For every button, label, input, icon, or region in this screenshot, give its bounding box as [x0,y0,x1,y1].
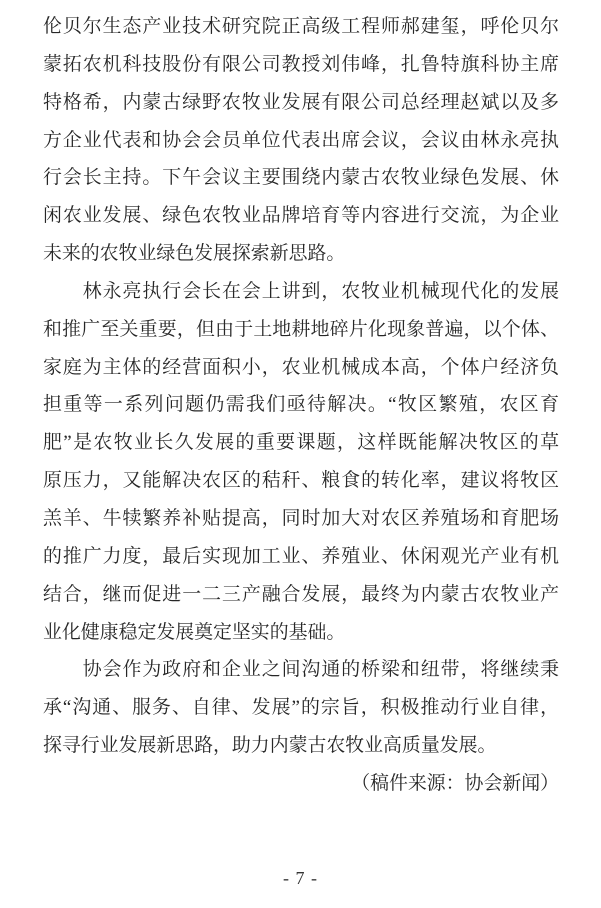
text-line: 结合，继而促进一二三产融合发展，最终为内蒙古农牧业产 [43,583,559,605]
text-line: 承“沟通、服务、自律、发展”的宗旨，积极推动行业自律， [43,697,559,719]
text-line: 原压力，又能解决农区的秸秆、粮食的转化率，建议将牧区 [43,470,559,492]
text-line: 林永亮执行会长在会上讲到，农牧业机械现代化的发展 [43,280,559,302]
text-line: 伦贝尔生态产业技术研究院正高级工程师郝建玺，呼伦贝尔 [43,16,559,37]
paragraph-3 [43,651,559,765]
text-line: 肥”是农牧业长久发展的重要课题，这样既能解决牧区的草 [43,432,559,454]
text-line: 业化健康稳定发展奠定坚实的基础。 [43,621,346,643]
text-line: 羔羊、牛犊繁养补贴提高，同时加大对农区养殖场和育肥场 [43,507,559,529]
source-attribution: （稿件来源：协会新闻） [351,772,559,794]
text-line: 方企业代表和协会会员单位代表出席会议，会议由林永亮执 [43,129,559,151]
paragraph-1 [43,8,559,273]
text-line: 的推广力度，最后实现加工业、养殖业、休闲观光产业有机 [43,545,559,567]
paragraphs-container [43,8,559,765]
text-line: 协会作为政府和企业之间沟通的桥梁和纽带，将继续秉 [43,659,559,681]
text-line: 和推广至关重要，但由于土地耕地碎片化现象普遍，以个体、 [43,318,559,340]
text-line: 闲农业发展、绿色农牧业品牌培育等内容进行交流，为企业 [43,205,559,227]
text-line: 蒙拓农机科技股份有限公司教授刘伟峰，扎鲁特旗科协主席 [43,53,559,75]
text-line: 担重等一系列问题仍需我们亟待解决。“牧区繁殖，农区育 [43,394,559,416]
page-number: - 7 - [283,868,318,888]
text-line: 特格希，内蒙古绿野农牧业发展有限公司总经理赵斌以及多 [43,91,559,113]
paragraph-2 [43,273,559,651]
text-line: 未来的农牧业绿色发展探索新思路。 [43,243,346,265]
text-line: 行会长主持。下午会议主要围绕内蒙古农牧业绿色发展、休 [43,167,559,189]
text-line: 探寻行业发展新思路，助力内蒙古农牧业高质量发展。 [43,735,497,757]
text-line: 家庭为主体的经营面积小，农业机械成本高，个体户经济负 [43,356,559,378]
body-text [43,8,559,803]
